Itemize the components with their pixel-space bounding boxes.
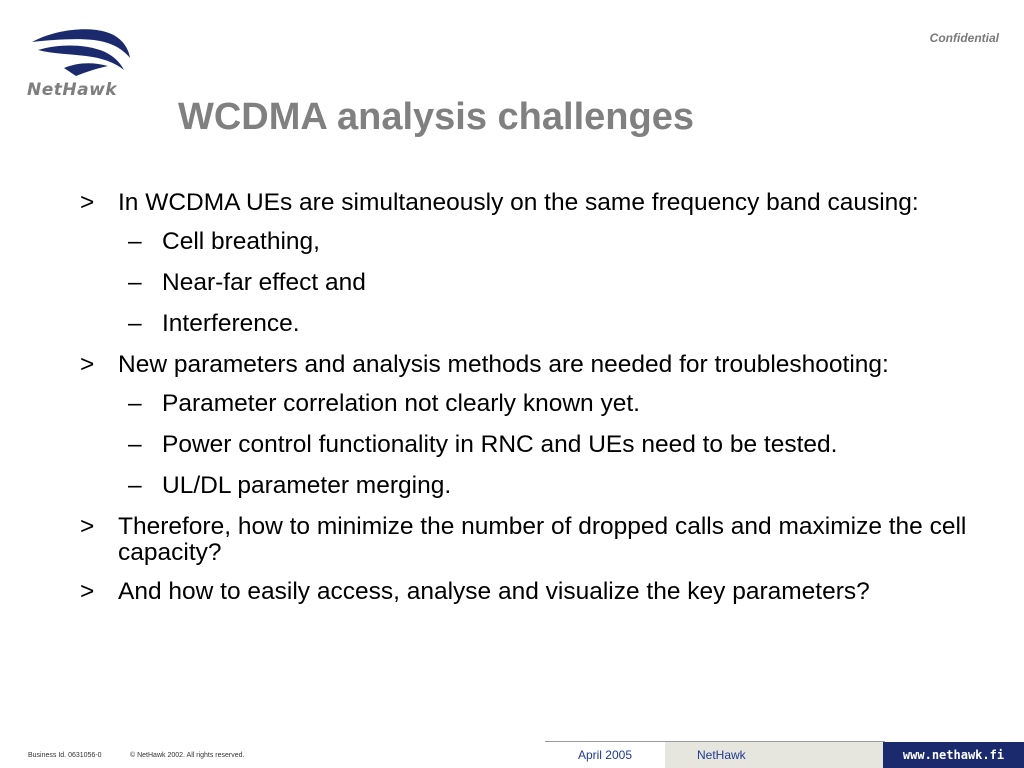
confidential-label: Confidential <box>929 31 999 45</box>
bullet-item <box>78 514 978 566</box>
hawk-wing-icon <box>24 24 134 84</box>
sub-bullet-marker: – <box>128 390 142 417</box>
sub-bullet-item <box>78 311 978 337</box>
sub-bullet-text: Near-far effect and <box>162 269 366 296</box>
bullet-text: Therefore, how to minimize the number of dropped calls and maximize the cell capacity? <box>118 513 967 566</box>
sub-bullet-item <box>78 391 978 417</box>
sub-bullet-item <box>78 229 978 255</box>
business-id: Business Id. 0631056-0 <box>28 752 102 759</box>
bullet-text: In WCDMA UEs are simultaneously on the same frequency band causing: <box>118 189 919 216</box>
bullet-marker: > <box>80 513 95 540</box>
sub-bullet-marker: – <box>128 310 142 337</box>
sub-bullet-text: UL/DL parameter merging. <box>162 472 452 499</box>
bullet-item <box>78 579 978 605</box>
copyright-notice: © NetHawk 2002. All rights reserved. <box>130 752 245 759</box>
bullet-item <box>78 190 978 216</box>
sub-bullet-marker: – <box>128 431 142 458</box>
logo-text: NetHawk <box>27 80 118 100</box>
bullet-marker: > <box>80 351 95 378</box>
sub-bullet-marker: – <box>128 228 142 255</box>
bullet-marker: > <box>80 578 95 605</box>
bullet-marker: > <box>80 189 95 216</box>
slide-title: WCDMA analysis challenges <box>178 96 694 138</box>
bullet-text: And how to easily access, analyse and visualize the key parameters? <box>118 578 870 605</box>
nethawk-logo <box>24 24 134 104</box>
sub-bullet-item <box>78 270 978 296</box>
bullet-text: New parameters and analysis methods are needed for troubleshooting: <box>118 351 889 378</box>
sub-bullet-text: Interference. <box>162 310 300 337</box>
sub-bullet-item <box>78 432 978 458</box>
footer-website-url: www.nethawk.fi <box>883 742 1024 768</box>
footer-date: April 2005 <box>577 748 633 762</box>
sub-bullet-marker: – <box>128 269 142 296</box>
bullet-list <box>78 190 978 618</box>
sub-bullet-marker: – <box>128 472 142 499</box>
footer-company: NetHawk <box>665 742 883 768</box>
sub-bullet-text: Parameter correlation not clearly known yet. <box>162 390 640 417</box>
bullet-item <box>78 352 978 378</box>
sub-bullet-item <box>78 473 978 499</box>
sub-bullet-text: Cell breathing, <box>162 228 320 255</box>
sub-bullet-text: Power control functionality in RNC and UEs need to be tested. <box>162 431 838 458</box>
